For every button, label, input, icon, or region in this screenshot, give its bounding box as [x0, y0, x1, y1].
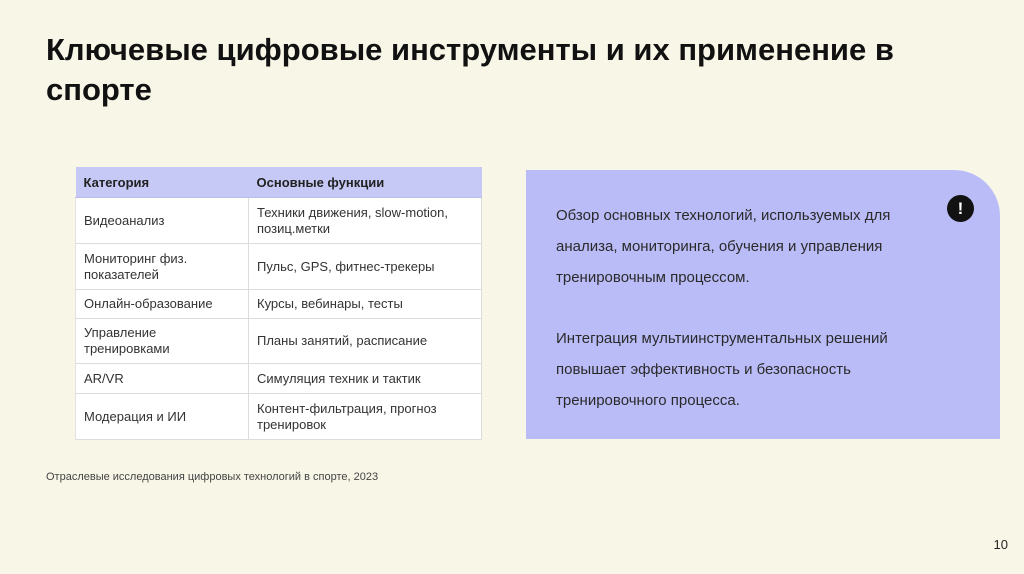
panel-paragraph-1: Обзор основных технологий, используемых для анализа, мониторинга, обучения и управления тренировочным процессом. [556, 207, 891, 286]
table-row [76, 364, 482, 394]
functions-cell: Контент-фильтрация, прогноз тренировок [249, 394, 482, 440]
functions-cell: Пульс, GPS, фитнес-трекеры [249, 244, 482, 290]
functions-cell: Планы занятий, расписание [249, 319, 482, 364]
functions-cell: Симуляция техник и тактик [249, 364, 482, 394]
header-category: Категория [76, 167, 249, 198]
category-cell: AR/VR [76, 364, 249, 394]
functions-cell: Техники движения, slow-motion, позиц.метки [249, 198, 482, 244]
header-functions: Основные функции [249, 167, 482, 198]
category-cell: Онлайн-образование [76, 290, 249, 319]
tools-table [75, 167, 482, 440]
functions-cell: Курсы, вебинары, тесты [249, 290, 482, 319]
slide-title: Ключевые цифровые инструменты и их применение в спорте [46, 32, 894, 107]
category-cell: Модерация и ИИ [76, 394, 249, 440]
exclamation-icon: ! [947, 195, 974, 222]
page-number: 10 [993, 537, 1008, 552]
panel-paragraph-2: Интеграция мультиинструментальных решений повышает эффективность и безопасность тренировочного процесса. [556, 330, 888, 409]
table-row [76, 244, 482, 290]
table-row [76, 319, 482, 364]
info-panel [526, 170, 1000, 439]
category-cell: Управление тренировками [76, 319, 249, 364]
source-note: Отраслевые исследования цифровых технологий в спорте, 2023 [46, 471, 379, 483]
category-cell: Видеоанализ [76, 198, 249, 244]
table-row [76, 198, 482, 244]
category-cell: Мониторинг физ. показателей [76, 244, 249, 290]
table-row [76, 394, 482, 440]
table-header-row [76, 167, 482, 198]
table-row [76, 290, 482, 319]
